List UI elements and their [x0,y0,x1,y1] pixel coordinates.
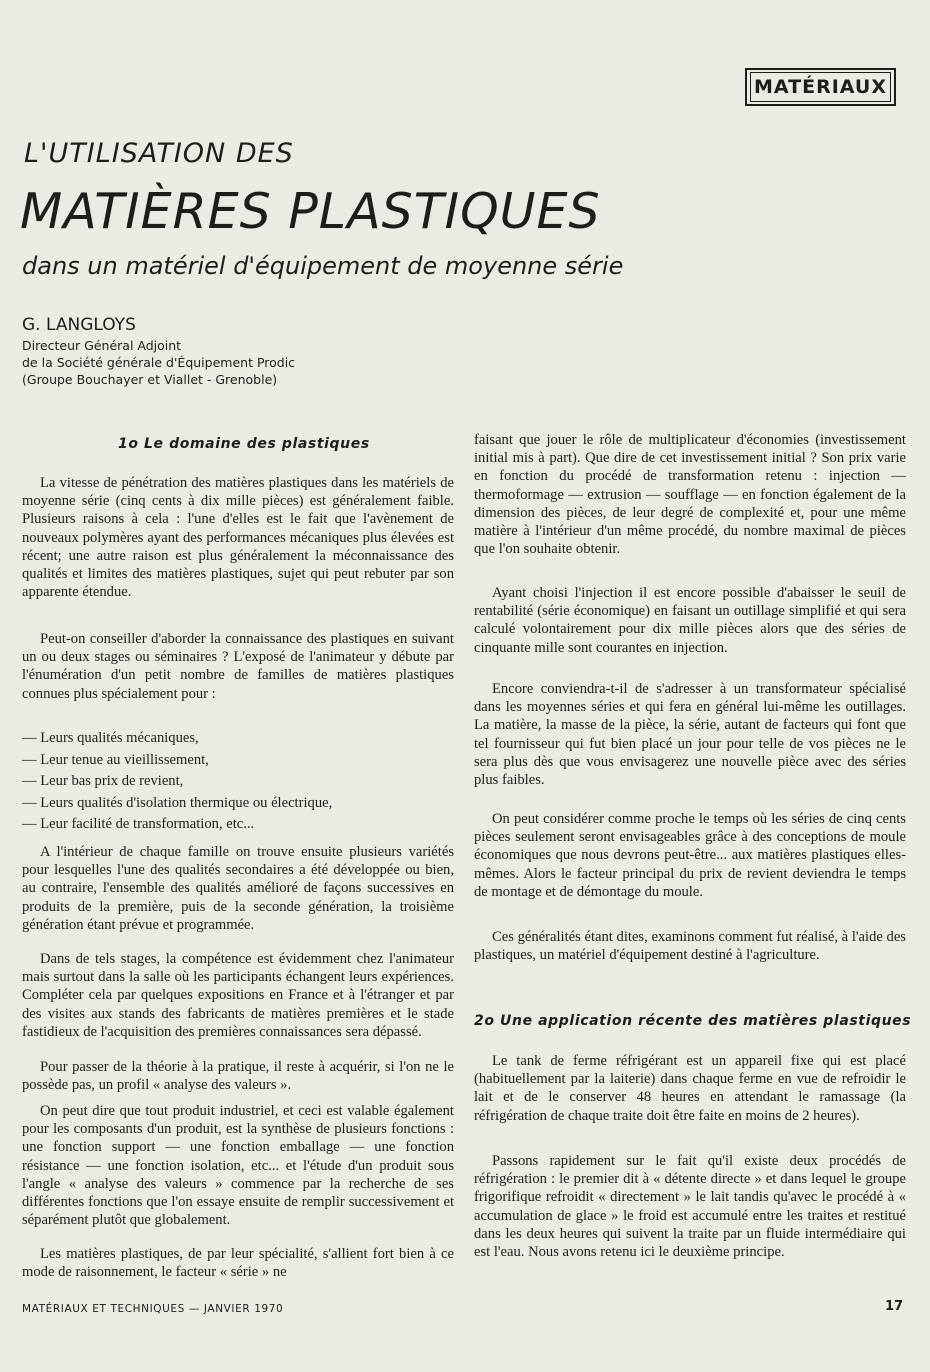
paragraph: Les matières plastiques, de par leur spécialité, s'allient fort bien à ce mode de raisonnement, le facteur « série » ne [22,1246,454,1281]
title-line-3: dans un matériel d'équipement de moyenne série [22,252,624,280]
paragraph: Ayant choisi l'injection il est encore possible d'abaisser le seuil de rentabilité (série économique) en faisant un outillage simplifié et qui sera calculé volontairement pour dix mille pièces alors que des séries de cinquante mille sont courantes en injection. [474,585,906,656]
section-2-heading: 2o Une application récente des matières plastiques [474,1013,912,1029]
paragraph: La vitesse de pénétration des matières plastiques dans les matériels de moyenne série (cinq cents à dix mille pièces) est généralement faible. Plusieurs raisons à cela : l'une d'elles est le fait que l'avènement de nouveaux polymères ayant des performances mécaniques plus élevées est récent; une autre raison est plus généralement la méconnaissance des qualités et limites des matières plastiques, sujet qui peut rebuter par son apparente étendue. [22,475,454,601]
section-tag [745,68,896,106]
paragraph: On peut considérer comme proche le temps où les séries de cinq cents pièces seulement seront envisageables grâce à des conceptions de moule économiques que nous devrons peut-être... aux matières plastiques elles-mêmes. Alors le facteur principal du prix de revient deviendra le temps de montage et de démontage du moule. [474,811,906,900]
paragraph: Pour passer de la théorie à la pratique, il reste à acquérir, si l'on ne le possède pas, un profil « analyse des valeurs ». [22,1059,454,1094]
list-item: — Leurs qualités d'isolation thermique ou électrique, [22,793,454,815]
author-affiliation-1: Directeur Général Adjoint [22,338,182,353]
paragraph: Encore conviendra-t-il de s'adresser à un transformateur spécialisé dans les moyennes séries et qui fera en général lui-même les outillages. La matière, la masse de la pièce, la série, autant de facteurs qui font que tel fournisseur qui fut bien placé un jour pour telle de vos pièces ne le sera plus dès que vous envisagerez une nouvelle pièce avec des séries plus faibles. [474,681,906,789]
paragraph: Peut-on conseiller d'aborder la connaissance des plastiques en suivant un ou deux stages ou séminaires ? L'exposé de l'animateur y débute par l'énumération d'un petit nombre de familles de matières plastiques connues plus spécialement pour : [22,631,454,702]
section-1-heading: 1o Le domaine des plastiques [118,436,370,452]
paragraph: A l'intérieur de chaque famille on trouve ensuite plusieurs variétés pour lesquelles l'une des qualités secondaires a été développée ou bien, au contraire, l'ensemble des qualités amélioré de façons successives en produits de la première, puis de la seconde génération, la troisième génération étant prévue et programmée. [22,844,454,933]
journal-footer: MATÉRIAUX ET TECHNIQUES — JANVIER 1970 [22,1303,284,1315]
paragraph: faisant que jouer le rôle de multiplicateur d'économies (investissement initial mis à part). Que dire de cet investissement initial ? Son prix varie en fonction du procédé de transformation retenu : injection — thermoformage — extrusion — soufflage — en fonction également de la dimension des pièces, de leur degré de complexité et, pour une même matière à l'intérieur d'un même procédé, du nombre maximal de pièces que l'on souhaite obtenir. [474,432,906,558]
page-number: 17 [885,1299,904,1314]
paragraph: Le tank de ferme réfrigérant est un appareil fixe qui est placé (habituellement par la laiterie) dans chaque ferme en vue de refroidir le lait et de le conserver 48 heures en attendant le ramassage (la réfrigération de chaque traite doit être faite en moins de 2 heures). [474,1053,906,1124]
qualities-list [22,728,454,836]
title-line-1: L'UTILISATION DES [24,138,294,169]
author-affiliation-2: de la Société générale d'Équipement Prodic [22,355,296,370]
author-affiliation-3: (Groupe Bouchayer et Viallet - Grenoble) [22,372,278,387]
author-name: G. LANGLOYS [22,315,136,335]
paragraph: Ces généralités étant dites, examinons comment fut réalisé, à l'aide des plastiques, un matériel d'équipement destiné à l'agriculture. [474,929,906,964]
list-item: — Leur facilité de transformation, etc... [22,814,454,836]
paragraph: Dans de tels stages, la compétence est évidemment chez l'animateur mais surtout dans la salle où les participants échangent leurs expériences. Compléter cela par quelques expositions en France et à l'étranger et par des visites aux stands des fabricants de matières premières et le stade fastidieux de l'acquisition des premières connaissances sera dépassé. [22,951,454,1040]
paragraph: On peut dire que tout produit industriel, et ceci est valable également pour les composants d'un produit, est la synthèse de plusieurs fonctions : une fonction support — une fonction emballage — une fonction résistance — une fonction isolation, etc... et l'étude d'un produit sous l'angle « analyse des valeurs » commence par la recherche de ses différentes fonctions que l'on essaye ensuite de remplir successivement et séparément plutôt que globalement. [22,1103,454,1229]
paragraph: Passons rapidement sur le fait qu'il existe deux procédés de réfrigération : le premier dit à « détente directe » et dans lequel le groupe frigorifique refroidit « directement » le lait tandis qu'avec le procédé à « accumulation de glace » le froid est accumulé entre les traites et restitué dans les deux heures qui suivent la traite par un fluide intermédiaire qui est l'eau. Nous avons retenu ici le deuxième principe. [474,1153,906,1261]
list-item: — Leur bas prix de revient, [22,771,454,793]
section-tag-label: MATÉRIAUX [754,76,887,98]
list-item: — Leurs qualités mécaniques, [22,728,454,750]
list-item: — Leur tenue au vieillissement, [22,750,454,772]
title-line-2: MATIÈRES PLASTIQUES [20,183,601,240]
